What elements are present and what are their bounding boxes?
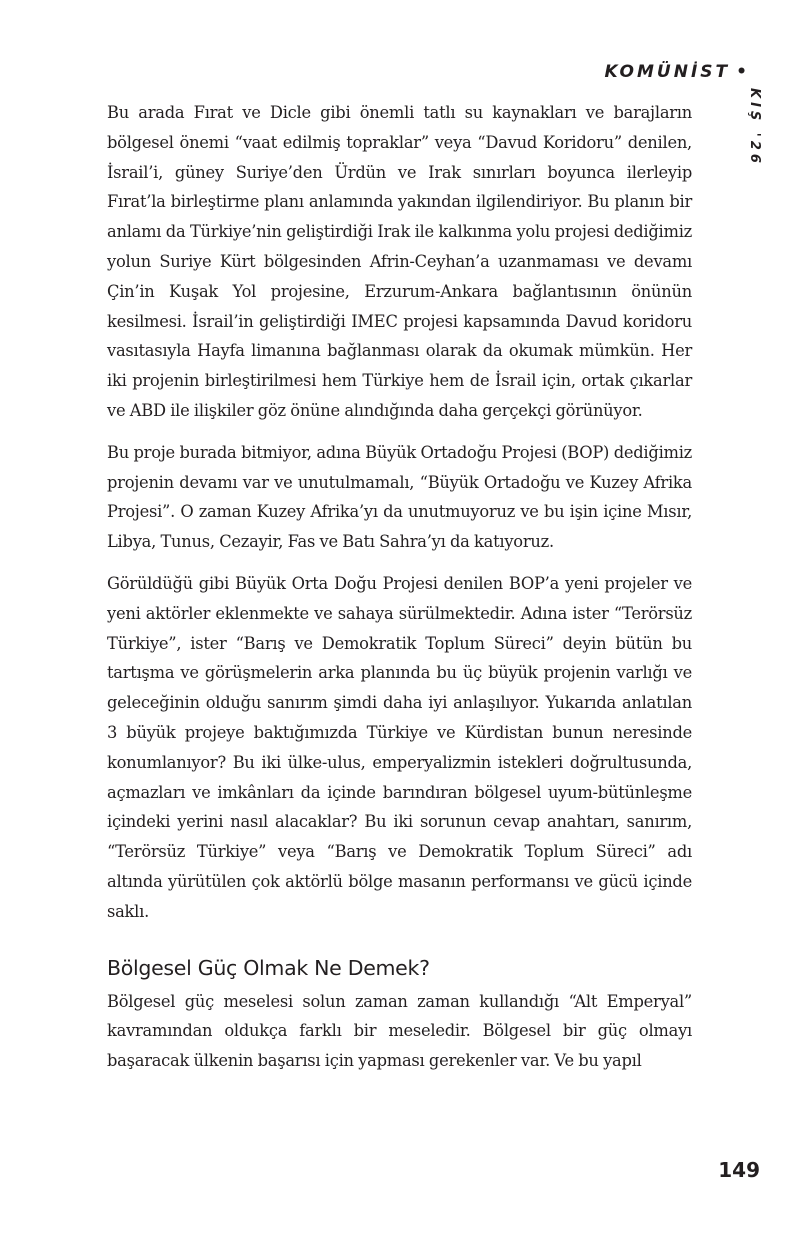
body-paragraph-2: Bu proje burada bitmiyor, adına Büyük Ortadoğu Projesi (BOP) dediğimiz projenin devamı var ve unutulmamalı, “Büyük Ortadoğu ve Kuzey Afrika Projesi”. O zaman Kuzey Afrika’yı da unutmuyoruz ve bu işin içine Mısır, Libya, Tunus, Cezayir, Fas ve Batı Sahra’yı da katıyoruz. [107, 442, 692, 552]
running-head [560, 60, 750, 84]
bullet-separator: • [736, 62, 750, 82]
body-paragraph-1: Bu arada Fırat ve Dicle gibi önemli tatlı su kaynakları ve barajların bölgesel önemi “vaat edilmiş topraklar” veya “Davud Koridoru” denilen, İsrail’i, güney Suriye’den Ürdün ve Irak sınırları boyunca ilerleyip Fırat’la birleştirme planı anlamında yakından ilgilendiriyor. Bu planın bir anlamı da Türkiye’nin geliştirdiği Irak ile kalkınma yolu projesi dediğimiz yolun Suriye Kürt bölgesinden Afrin-Ceyhan’a uzanmaması ve devamı Çin’in Kuşak Yol projesine, Erzurum-Ankara bağlantısının önünün kesilmesi. İsrail’in geliştirdiği IMEC projesi kapsamında Davud koridoru vasıtasıyla Hayfa limanına bağlanması olarak da okumak mümkün. Her iki projenin birleştirilmesi hem Türkiye hem de İsrail için, ortak çıkarlar ve ABD ile ilişkiler göz önüne alındığında daha gerçekçi görünüyor. [107, 103, 692, 420]
body-paragraph-3: Görüldüğü gibi Büyük Orta Doğu Projesi denilen BOP’a yeni projeler ve yeni aktörler eklenmekte ve sahaya sürülmektedir. Adına ister “Terörsüz Türkiye”, ister “Barış ve Demokratik Toplum Süreci” deyin bütün bu tartışma ve görüşmelerin arka planında bu üç büyük projenin varlığı ve geleceğinin olduğu sanırım şimdi daha iyi anlaşılıyor. Yukarıda anlatılan 3 büyük projeye baktığımızda Türkiye ve Kürdistan bunun neresinde konumlanıyor? Bu iki ülke-ulus, emperyalizmin istekleri doğrultusunda, açmazları ve imkânları da içinde barındıran bölgesel uyum-bütünleşme içindeki yerini nasıl alacaklar? Bu iki sorunun cevap anahtarı, sanırım, “Terörsüz Türkiye” veya “Barış ve Demokratik Toplum Süreci” adı altında yürütülen çok aktörlü bölge masanın performansı ve gücü içinde saklı. [107, 573, 692, 921]
issue-season-label: KIŞ '26 [747, 88, 762, 167]
page-number: 149 [718, 1158, 760, 1182]
article-body [107, 98, 692, 1088]
section-heading: Bölgesel Güç Olmak Ne Demek? [107, 955, 430, 980]
section-paragraph: Bölgesel güç meselesi solun zaman zaman kullandığı “Alt Emperyal” kavramından oldukça farklı bir meseledir. Bölgesel bir güç olmayı başaracak ülkenin başarısı için yapması gerekenler var. Ve bu yapıl [107, 991, 692, 1071]
journal-name: KOMÜNİST [604, 62, 731, 82]
